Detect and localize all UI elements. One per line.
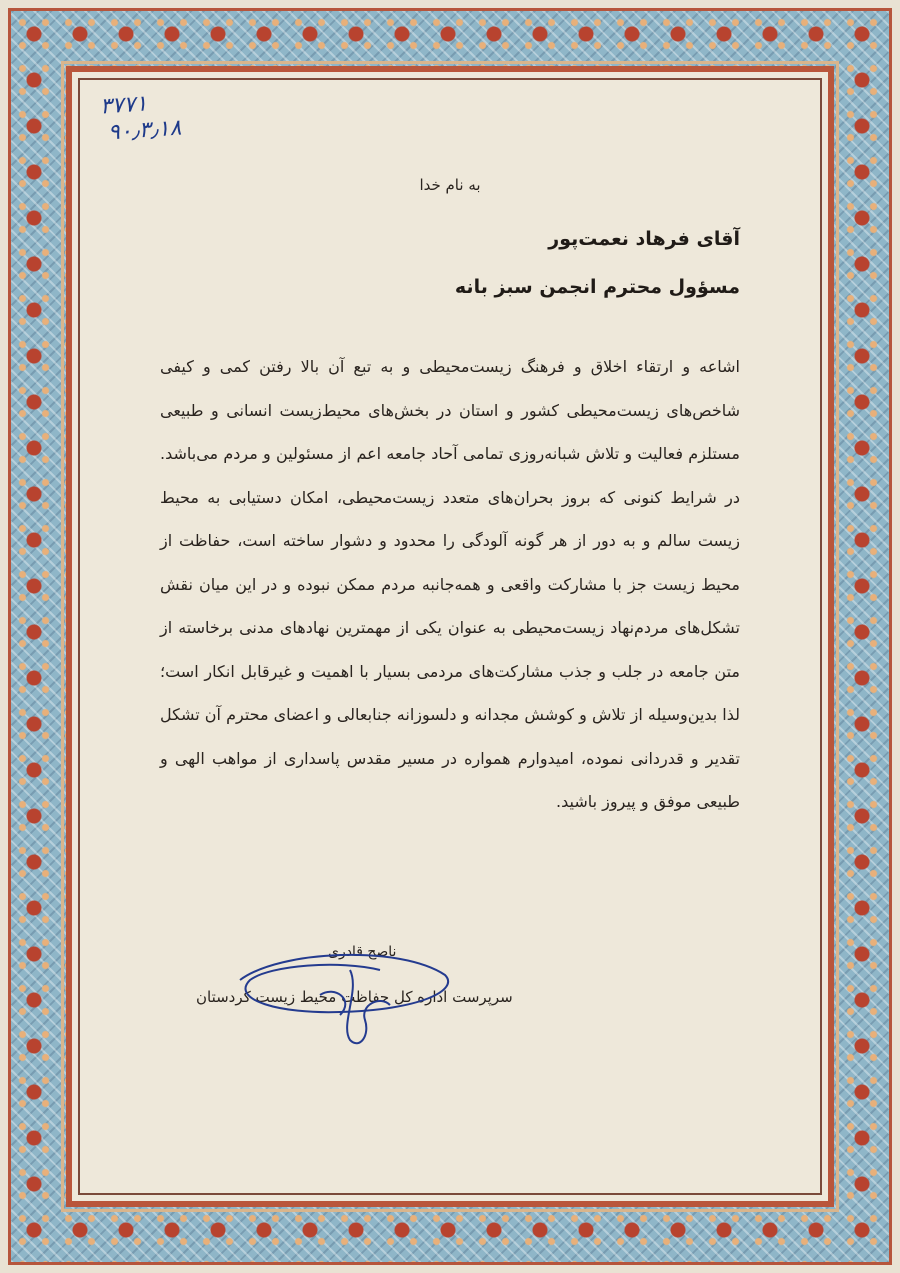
document-date: ۹۰٫۳٫۱۸ (107, 115, 183, 146)
signer-title: سرپرست اداره کل حفاظت محیط زیست کردستان (196, 988, 513, 1006)
document-number: ۳۷۷۱ (99, 91, 149, 120)
letter-body: اشاعه و ارتقاء اخلاق و فرهنگ زیست‌محیطی و به تبع آن بالا رفتن کمی و کیفی شاخص‌های زیست‌محیطی کشور و استان در بخش‌های محیط‌زیست انسانی و طبیعی مستلزم فعالیت و تلاش شبانه‌روزی تمامی آحاد جامعه اعم از مسئولین و مردم می‌باشد. در شرایط کنونی که بروز بحران‌های متعدد زیست‌محیطی، امکان دستیابی به محیط زیست سالم و به دور از هر گونه آلودگی را محدود و دشوار ساخته است، حفاظت از محیط زیست جز با مشارکت واقعی و همه‌جانبه مردم ممکن نبوده و در این میان نقش تشکل‌های مردم‌نهاد زیست‌محیطی به عنوان یکی از مهمترین نهادهای مدنی برخاسته از متن جامعه در جلب و جذب مشارکت‌های مردمی بسیار با اهمیت و غیرقابل انکار است؛ لذا بدین‌وسیله از تلاش و کوشش مجدانه و دلسوزانه جنابعالی و اعضای محترم آن تشکل تقدیر و قدردانی نموده، امیدوارم همواره در مسیر مقدس پاسداری از مواهب الهی و طبیعی موفق و پیروز باشید. (160, 357, 740, 811)
opening-invocation: به نام خدا (419, 176, 481, 194)
signer-name: ناصح قادری (328, 944, 397, 960)
recipient-title: مسؤول محترم انجمن سبز بانه (454, 276, 740, 298)
recipient-name: آقای فرهاد نعمت‌پور (548, 228, 740, 250)
handwritten-signature (220, 940, 460, 1050)
